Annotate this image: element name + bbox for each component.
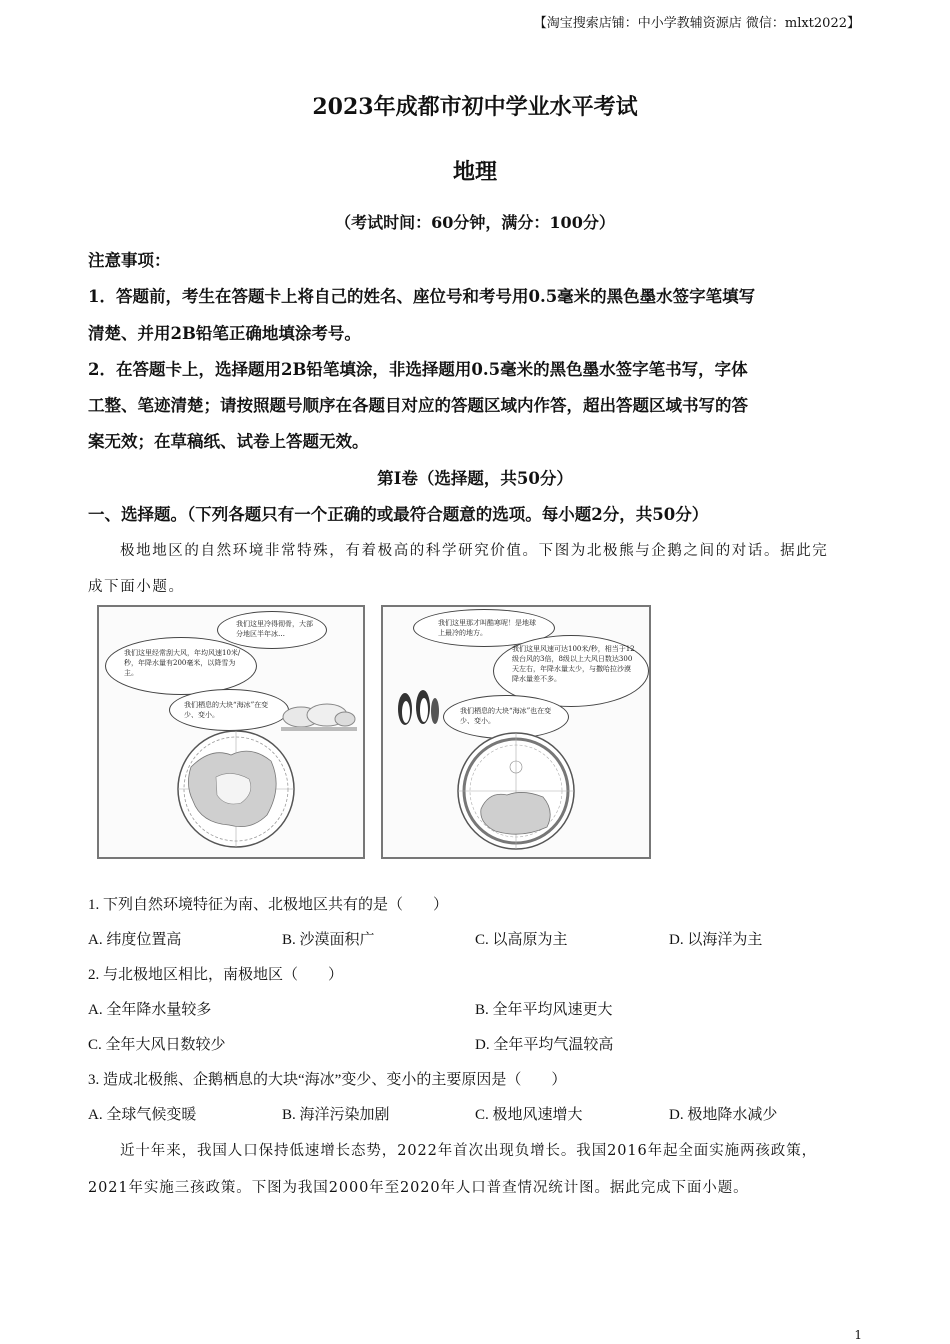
note-item-2-line-2: 工整、笔迹清楚；请按照题号顺序在各题目对应的答题区域内作答，超出答题区域书写的答 bbox=[88, 396, 748, 415]
question-1-option-b[interactable]: B. 沙漠面积广 bbox=[282, 932, 375, 948]
antarctic-polar-map bbox=[451, 731, 581, 853]
question-3-option-c[interactable]: C. 极地风速增大 bbox=[475, 1107, 583, 1123]
passage-1-line-2: 成下面小题。 bbox=[88, 579, 185, 595]
passage-2-line-2: 2021年实施三孩政策。下图为我国2000年至2020年人口普查情况统计图。据此完成下面小题。 bbox=[88, 1180, 749, 1196]
question-3-stem: 3. 造成北极熊、企鹅栖息的大块“海冰”变少、变小的主要原因是（ ） bbox=[88, 1072, 567, 1088]
arctic-bubble-3: 我们栖息的大块“海冰”在变少、变小。 bbox=[169, 689, 289, 731]
question-3-option-b[interactable]: B. 海洋污染加剧 bbox=[282, 1107, 390, 1123]
question-2-option-c[interactable]: C. 全年大风日数较少 bbox=[88, 1037, 226, 1053]
antarctic-bubble-3: 我们栖息的大块“海冰”也在变少、变小。 bbox=[443, 695, 569, 739]
figure-antarctic-panel bbox=[381, 605, 651, 859]
question-3-option-a[interactable]: A. 全球气候变暖 bbox=[88, 1107, 197, 1123]
question-2-option-d[interactable]: D. 全年平均气温较高 bbox=[475, 1037, 614, 1053]
penguin-illustration bbox=[393, 685, 439, 729]
note-item-1-line-2: 清楚、并用2B铅笔正确地填涂考号。 bbox=[88, 324, 361, 343]
question-1-option-d[interactable]: D. 以海洋为主 bbox=[669, 932, 763, 948]
figure-arctic-panel bbox=[97, 605, 365, 859]
passage-1-line-1: 极地地区的自然环境非常特殊，有着极高的科学研究价值。下图为北极熊与企鹅之间的对话。据此完 bbox=[120, 543, 829, 559]
note-item-2-line-1: 2．在答题卡上，选择题用2B铅笔填涂，非选择题用0.5毫米的黑色墨水签字笔书写，字体 bbox=[88, 360, 748, 379]
exam-time: （考试时间：60分钟，满分：100分） bbox=[335, 213, 615, 232]
question-2-option-b[interactable]: B. 全年平均风速更大 bbox=[475, 1002, 613, 1018]
page-header: 【淘宝搜索店铺：中小学教辅资源店 微信：mlxt2022】 bbox=[533, 16, 860, 31]
arctic-polar-map bbox=[171, 727, 301, 852]
question-1-option-a[interactable]: A. 纬度位置高 bbox=[88, 932, 182, 948]
antarctic-bubble-1: 我们这里那才叫酷寒呢！是地球上最冷的地方。 bbox=[413, 609, 555, 647]
arctic-bubble-2: 我们这里经常刮大风，年均风速10米/秒，年降水量有200毫米，以降雪为主。 bbox=[105, 637, 257, 695]
section-1-title: 一、选择题。（下列各题只有一个正确的或最符合题意的选项。每小题2分，共50分） bbox=[88, 505, 709, 524]
question-2-option-a[interactable]: A. 全年降水量较多 bbox=[88, 1002, 212, 1018]
question-1-stem: 1. 下列自然环境特征为南、北极地区共有的是（ ） bbox=[88, 897, 449, 913]
question-1-option-c[interactable]: C. 以高原为主 bbox=[475, 932, 568, 948]
passage-2-line-1: 近十年来，我国人口保持低速增长态势，2022年首次出现负增长。我国2016年起全面实施两孩政策， bbox=[120, 1143, 817, 1159]
note-item-1-line-1: 1．答题前，考生在答题卡上将自己的姓名、座位号和考号用0.5毫米的黑色墨水签字笔填写 bbox=[88, 287, 756, 306]
notes-heading: 注意事项： bbox=[88, 251, 171, 270]
arctic-bubble-1: 我们这里冷得彻骨，大部分地区半年冰… bbox=[217, 611, 327, 649]
part-1-title: 第Ⅰ卷（选择题，共50分） bbox=[377, 469, 573, 488]
page-number: 1 bbox=[854, 1328, 862, 1342]
note-item-2-line-3: 案无效；在草稿纸、试卷上答题无效。 bbox=[88, 432, 369, 451]
question-3-option-d[interactable]: D. 极地降水减少 bbox=[669, 1107, 778, 1123]
question-2-stem: 2. 与北极地区相比，南极地区（ ） bbox=[88, 967, 344, 983]
subject-title: 地理 bbox=[452, 159, 497, 185]
antarctic-bubble-2: 我们这里风速可达100米/秒，相当于12级台风的3倍，8级以上大风日数达300天左右，年降水量太少，与撒哈拉沙漠降水量差不多。 bbox=[493, 635, 649, 707]
exam-title: 2023年成都市初中学业水平考试 bbox=[312, 94, 638, 120]
